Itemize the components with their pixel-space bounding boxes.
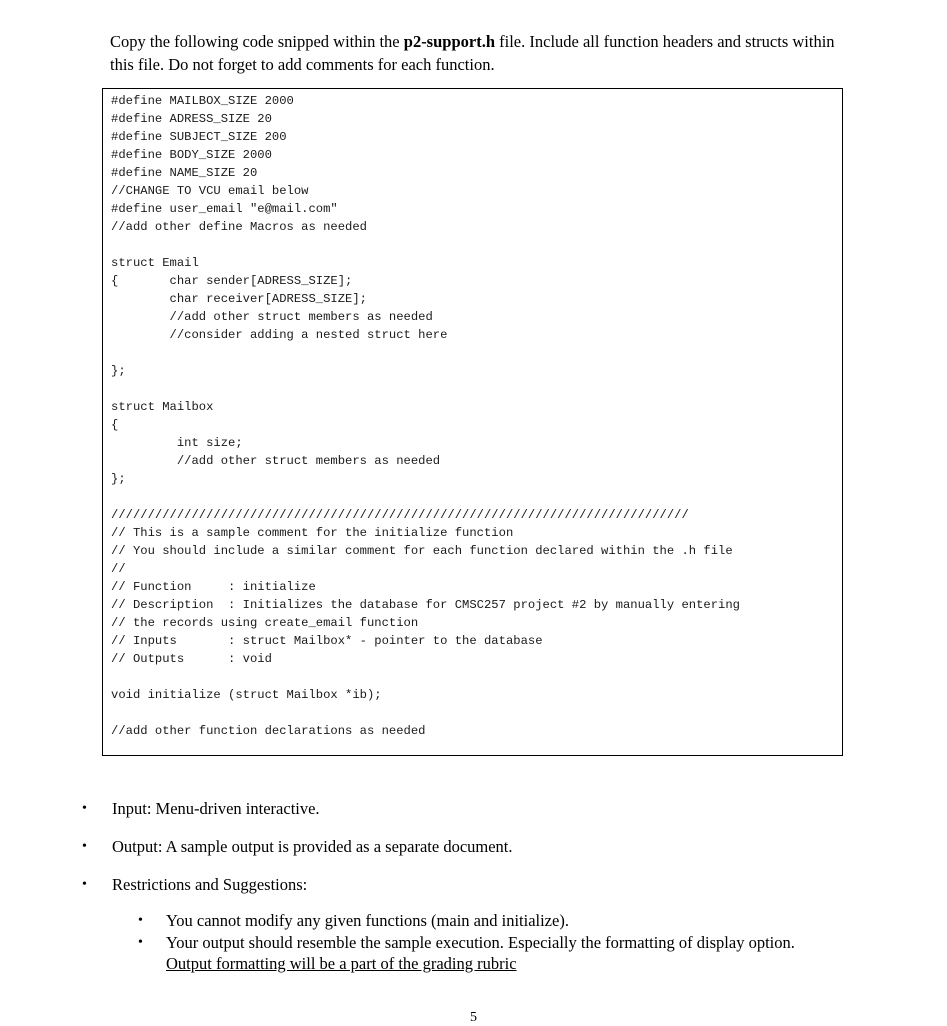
code-line: char receiver[ADRESS_SIZE]; bbox=[111, 292, 367, 306]
code-line: //add other struct members as needed bbox=[111, 310, 433, 324]
code-line: #define BODY_SIZE 2000 bbox=[111, 148, 272, 162]
code-line: { bbox=[111, 418, 119, 432]
intro-text-before: Copy the following code snipped within the bbox=[110, 32, 404, 51]
bullet-restrictions-text: Restrictions and Suggestions: bbox=[112, 875, 308, 894]
code-line: }; bbox=[111, 364, 126, 378]
intro-paragraph bbox=[110, 30, 840, 76]
sub-bullet-functions bbox=[138, 910, 838, 931]
code-snippet-box bbox=[102, 88, 843, 756]
bullet-marker: • bbox=[82, 877, 87, 892]
code-line: void initialize (struct Mailbox *ib); bbox=[111, 688, 382, 702]
code-line: struct Email bbox=[111, 256, 199, 270]
code-line: /////////////////////////////////////////////////////////////////////////////// bbox=[111, 508, 689, 522]
sub-bullet-marker: • bbox=[138, 935, 143, 950]
bullet-input bbox=[82, 798, 852, 819]
page-number: 5 bbox=[470, 1010, 477, 1025]
code-line: #define ADRESS_SIZE 20 bbox=[111, 112, 272, 126]
code-line: { char sender[ADRESS_SIZE]; bbox=[111, 274, 353, 288]
code-line: #define NAME_SIZE 20 bbox=[111, 166, 258, 180]
code-line: #define user_email "e@mail.com" bbox=[111, 202, 338, 216]
sub-bullet-functions-text: You cannot modify any given functions (main and initialize). bbox=[166, 911, 569, 930]
code-line: // bbox=[111, 562, 126, 576]
code-line: //add other struct members as needed bbox=[111, 454, 441, 468]
bullet-input-text: Input: Menu-driven interactive. bbox=[112, 799, 320, 818]
code-line: //CHANGE TO VCU email below bbox=[111, 184, 309, 198]
bullet-list bbox=[82, 798, 852, 912]
code-block bbox=[111, 92, 740, 740]
code-line: // Inputs : struct Mailbox* - pointer to the database bbox=[111, 634, 543, 648]
bullet-output-text: Output: A sample output is provided as a separate document. bbox=[112, 837, 513, 856]
code-line: //add other function declarations as needed bbox=[111, 724, 426, 738]
code-line: //add other define Macros as needed bbox=[111, 220, 367, 234]
code-line: struct Mailbox bbox=[111, 400, 214, 414]
code-line: // Outputs : void bbox=[111, 652, 272, 666]
intro-text-after: file. Include all function headers and structs within this file. Do not forget to add comments for each function. bbox=[110, 32, 835, 74]
code-line: #define SUBJECT_SIZE 200 bbox=[111, 130, 287, 144]
bullet-marker: • bbox=[82, 801, 87, 816]
code-line: // the records using create_email function bbox=[111, 616, 419, 630]
sub-bullet-output-format-text: Your output should resemble the sample execution. Especially the formatting of display option. bbox=[166, 933, 795, 952]
code-line: // Function : initialize bbox=[111, 580, 316, 594]
sub-bullet-marker: • bbox=[138, 913, 143, 928]
code-line: }; bbox=[111, 472, 126, 486]
sub-bullet-output-format bbox=[138, 932, 838, 974]
bullet-output bbox=[82, 836, 852, 857]
intro-filename: p2-support.h bbox=[403, 32, 496, 51]
code-line: //consider adding a nested struct here bbox=[111, 328, 448, 342]
code-line: int size; bbox=[111, 436, 243, 450]
code-line: #define MAILBOX_SIZE 2000 bbox=[111, 94, 294, 108]
bullet-restrictions bbox=[82, 874, 852, 895]
code-line: // Description : Initializes the database for CMSC257 project #2 by manually entering bbox=[111, 598, 740, 612]
grading-rubric-note: Output formatting will be a part of the grading rubric bbox=[166, 954, 517, 973]
sub-bullet-list bbox=[138, 910, 838, 975]
code-line: // You should include a similar comment for each function declared within the .h file bbox=[111, 544, 733, 558]
code-line: // This is a sample comment for the initialize function bbox=[111, 526, 514, 540]
bullet-marker: • bbox=[82, 839, 87, 854]
